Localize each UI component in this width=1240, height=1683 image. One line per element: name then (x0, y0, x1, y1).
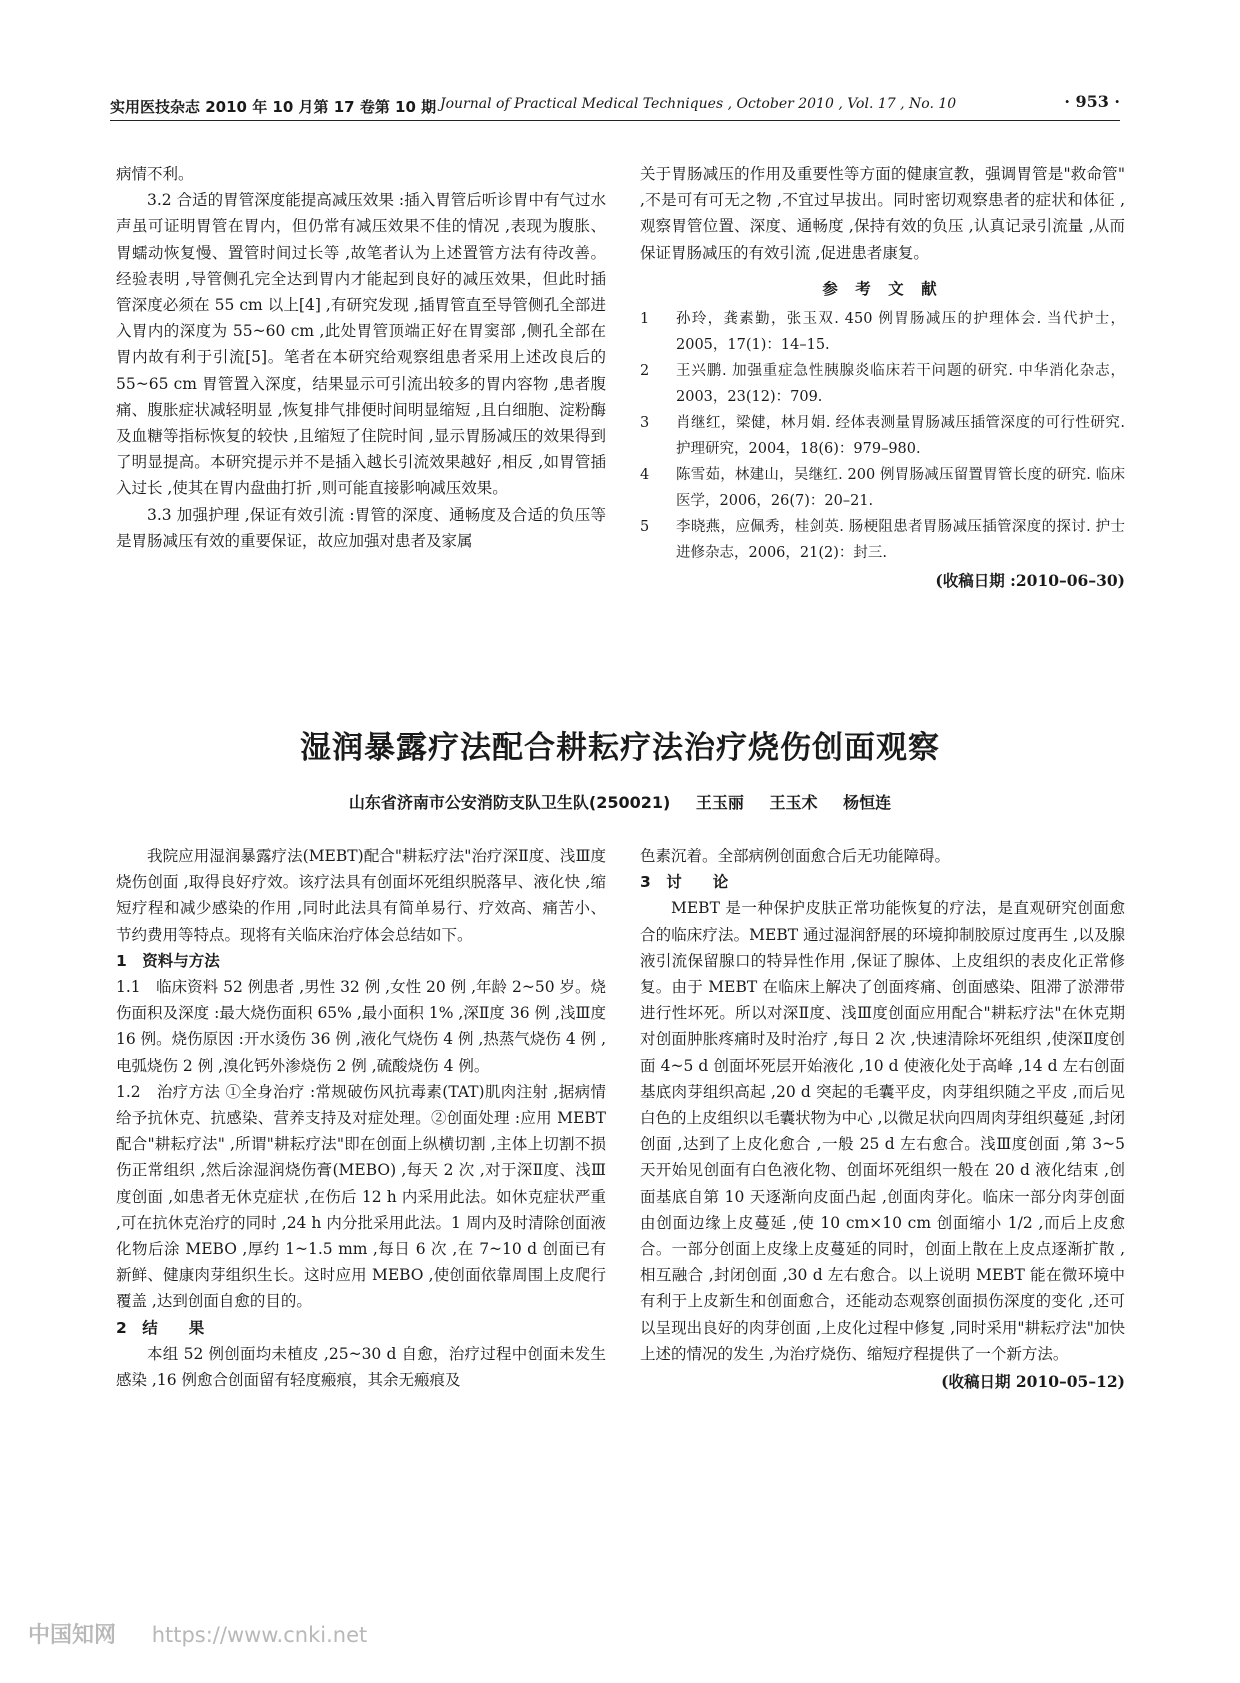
reference-text: 李晓燕，应佩秀，桂剑英. 肠梗阻患者胃肠减压插管深度的探讨. 护士进修杂志，2006，21(2)：封三. (676, 519, 1125, 562)
section-heading: 3 讨 论 (640, 873, 729, 892)
author: 王玉丽 (695, 793, 744, 812)
body-paragraph: 我院应用湿润暴露疗法(MEBT)配合"耕耘疗法"治疗深Ⅱ度、浅Ⅲ度烧伤创面 ,取得良好疗效。该疗法具有创面坏死组织脱落早、液化快 ,缩短疗程和减少感染的作用 ,同时此法具有简单易行、疗效高、痛苦小、节约费用等特点。现将有关临床治疗体会总结如下。 (116, 847, 606, 944)
prev-paragraph: 关于胃肠减压的作用及重要性等方面的健康宣教，强调胃管是"救命管" ,不是可有可无之物 ,不宜过早拔出。同时密切观察患者的症状和体征 ,观察胃管位置、深度、通畅度 ,保持有效的负压 ,认真记录引流量 ,从而保证胃肠减压的有效引流 ,促进患者康复。 (640, 165, 1125, 262)
reference-number: 1 (640, 311, 650, 328)
reference-item (640, 462, 1125, 514)
article-right-column (640, 843, 1125, 1395)
author: 王玉术 (769, 793, 818, 812)
reference-text: 王兴鹏. 加强重症急性胰腺炎临床若干问题的研究. 中华消化杂志，2003，23(12)：709. (676, 363, 1125, 406)
reference-text: 陈雪茹，林建山，吴继红. 200 例胃肠减压留置胃管长度的研究. 临床医学，2006，26(7)：20–21. (676, 467, 1125, 510)
section-heading: 1 资料与方法 (116, 951, 220, 970)
body-paragraph: 本组 52 例创面均未植皮 ,25~30 d 自愈，治疗过程中创面未发生感染 ,16 例愈合创面留有轻度瘢痕，其余无瘢痕及 (116, 1344, 606, 1390)
reference-text: 肖继红，梁健，林月娟. 经体表测量胃肠减压插管深度的可行性研究. 护理研究，2004，18(6)：979–980. (676, 415, 1125, 458)
body-paragraph: 1.1 临床资料 52 例患者 ,男性 32 例 ,女性 20 例 ,年龄 2~50 岁。烧伤面积及深度 :最大烧伤面积 65% ,最小面积 1% ,深Ⅱ度 36 例 ,浅Ⅲ度 16 例。烧伤原因 :开水烫伤 36 例 ,液化气烧伤 4 例 ,热蒸气烧伤 4 例 ,电弧烧伤 2 例 ,溴化钙外渗烧伤 2 例 ,硫酸烧伤 4 例。 (116, 978, 606, 1075)
article-affiliation-line (0, 790, 1240, 813)
page-number: · 953 · (1064, 92, 1120, 111)
prev-paragraph: 病情不利。 (116, 165, 194, 183)
reference-item (640, 306, 1125, 358)
reference-item (640, 410, 1125, 462)
journal-name-en: Journal of Practical Medical Techniques , October 2010 , Vol. 17 , No. 10 (440, 96, 957, 112)
prev-paragraph: 3.2 合适的胃管深度能提高减压效果 :插入胃管后听诊胃中有气过水声虽可证明胃管在胃内，但仍常有减压效果不佳的情况 ,表现为腹胀、胃蠕动恢复慢、置管时间过长等 ,故笔者认为上述置管方法有待改善。经验表明 ,导管侧孔完全达到胃内才能起到良好的减压效果，但此时插管深度必须在 55 cm 以上[4] ,有研究发现 ,插胃管直至导管侧孔全部进入胃内的深度为 55~60 cm ,此处胃管顶端正好在胃窦部 ,侧孔全部在胃内故有利于引流[5]。笔者在本研究给观察组患者采用上述改良后的 55~65 cm 胃管置入深度，结果显示可引流出较多的胃内容物 ,患者腹痛、腹胀症状减轻明显 ,恢复排气排便时间明显缩短 ,且白细胞、淀粉酶及血糖等指标恢复的较快 ,且缩短了住院时间 ,显示胃肠减压的效果得到了明显提高。本研究提示并不是插入越长引流效果越好 ,相反 ,如胃管插入过长 ,使其在胃内盘曲打折 ,则可能直接影响减压效果。 (116, 191, 606, 498)
reference-item (640, 358, 1125, 410)
journal-name-cn: 实用医技杂志 2010 年 10 月第 17 卷第 10 期 (110, 98, 437, 116)
prev-paragraph: 3.3 加强护理 ,保证有效引流 :胃管的深度、通畅度及合适的负压等是胃肠减压有效的重要保证，故应加强对患者及家属 (116, 505, 606, 550)
section-heading: 2 结 果 (116, 1318, 205, 1337)
cnki-watermark (28, 1618, 367, 1658)
watermark-site-name: 中国知网 (28, 1623, 117, 1648)
author: 杨恒连 (843, 793, 892, 812)
references-heading: 参 考 文 献 (822, 279, 943, 298)
prev-article-left-column (116, 161, 606, 554)
reference-item (640, 514, 1125, 566)
body-paragraph: 1.2 治疗方法 ①全身治疗 :常规破伤风抗毒素(TAT)肌肉注射 ,据病情给予抗休克、抗感染、营养支持及对症处理。②创面处理 :应用 MEBT 配合"耕耘疗法" ,所谓"耕耘疗法"即在创面上纵横切割 ,主体上切割不损伤正常组织 ,然后涂湿润烧伤膏(MEBO) ,每天 2 次 ,对于深Ⅱ度、浅Ⅲ度创面 ,如患者无休克症状 ,在伤后 12 h 内采用此法。如休克症状严重 ,可在抗休克治疗的同时 ,24 h 内分批采用此法。1 周内及时清除创面液化物后涂 MEBO ,厚约 1~1.5 mm ,每日 6 次 ,在 7~10 d 创面已有新鲜、健康肉芽组织生长。这时应用 MEBO ,使创面依靠周围上皮爬行覆盖 ,达到创面自愈的目的。 (116, 1082, 606, 1311)
reference-number: 2 (640, 363, 650, 380)
received-date: (收稿日期 :2010–06–30) (935, 571, 1125, 591)
reference-number: 5 (640, 519, 650, 536)
prev-article-right-column (640, 161, 1125, 594)
body-paragraph: 色素沉着。全部病例创面愈合后无功能障碍。 (640, 847, 951, 865)
header-rule (110, 120, 1120, 121)
reference-number: 4 (640, 467, 650, 484)
received-date: (收稿日期 2010–05–12) (941, 1372, 1125, 1392)
article-title: 湿润暴露疗法配合耕耘疗法治疗烧伤创面观察 (300, 730, 940, 766)
running-header (110, 92, 1120, 118)
affiliation: 山东省济南市公安消防支队卫生队(250021) (348, 793, 671, 812)
watermark-url: https://www.cnki.net (151, 1623, 368, 1647)
article-left-column (116, 843, 606, 1393)
reference-number: 3 (640, 415, 650, 432)
body-paragraph: MEBT 是一种保护皮肤正常功能恢复的疗法，是直观研究创面愈合的临床疗法。MEBT 通过湿润舒展的环境抑制胶原过度再生 ,以及腺液引流保留腺口的特异性作用 ,保证了腺体、上皮组织的表皮化正常修复。由于 MEBT 在临床上解决了创面疼痛、创面感染、阻滞了淤滞带进行性坏死。所以对深Ⅱ度、浅Ⅲ度创面应用配合"耕耘疗法"在休克期对创面肿胀疼痛时及时治疗 ,每日 2 次 ,快速清除坏死组织 ,使深Ⅱ度创面 4~5 d 创面坏死层开始液化 ,10 d 使液化处于高峰 ,14 d 左右创面基底肉芽组织高起 ,20 d 突起的毛囊平皮，肉芽组织随之平皮 ,而后见白色的上皮组织以毛囊状物为中心 ,以微足状向四周肉芽组织蔓延 ,封闭创面 ,达到了上皮化愈合 ,一般 25 d 左右愈合。浅Ⅲ度创面 ,第 3~5 天开始见创面有白色液化物、创面坏死组织一般在 20 d 液化结束 ,创面基底自第 10 天逐渐向皮面凸起 ,创面肉芽化。临床一部分肉芽创面由创面边缘上皮蔓延 ,使 10 cm×10 cm 创面缩小 1/2 ,而后上皮愈合。一部分创面上皮缘上皮蔓延的同时，创面上散在上皮点逐渐扩散 ,相互融合 ,封闭创面 ,30 d 左右愈合。以上说明 MEBT 能在微环境中有利于上皮新生和创面愈合，还能动态观察创面损伤深度的变化 ,还可以呈现出良好的肉芽创面 ,上皮化过程中修复 ,同时采用"耕耘疗法"加快上述的情况的发生 ,为治疗烧伤、缩短疗程提供了一个新方法。 (640, 899, 1125, 1363)
reference-text: 孙玲，龚素勤，张玉双. 450 例胃肠减压的护理体会. 当代护士，2005，17(1)：14–15. (676, 311, 1125, 354)
